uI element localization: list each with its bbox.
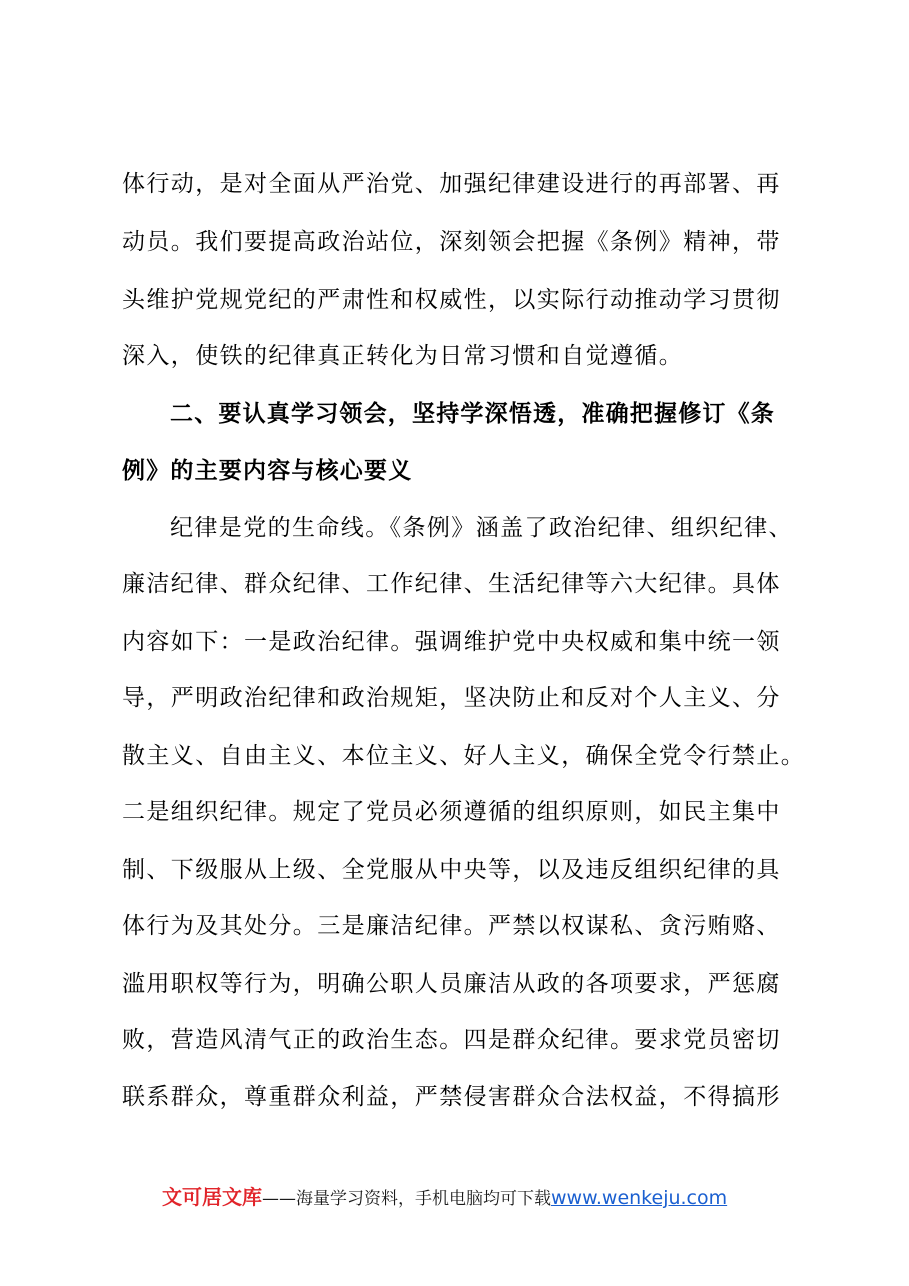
body-text-line: 体行动，是对全面从严治党、加强纪律建设进行的再部署、再 — [122, 171, 781, 197]
body-text-line: 散主义、自由主义、本位主义、好人主义，确保全党令行禁止。 — [122, 743, 806, 769]
footer-url-link[interactable]: www.wenkeju.com — [551, 1187, 728, 1209]
body-text-line: 导，严明政治纪律和政治规矩，坚决防止和反对个人主义、分 — [122, 685, 781, 711]
footer-banner — [162, 1184, 727, 1210]
body-text-line: 制、下级服从上级、全党服从中央等，以及违反组织纪律的具 — [122, 857, 781, 883]
body-text-line: 深入，使铁的纪律真正转化为日常习惯和自觉遵循。 — [122, 343, 684, 369]
body-text-line: 败，营造风清气正的政治生态。四是群众纪律。要求党员密切 — [122, 1027, 781, 1053]
footer-tagline: ——海量学习资料，手机电脑均可下载 — [262, 1189, 551, 1209]
body-text-line: 体行为及其处分。三是廉洁纪律。严禁以权谋私、贪污贿赂、 — [122, 913, 781, 939]
body-text-line: 二是组织纪律。规定了党员必须遵循的组织原则，如民主集中 — [122, 799, 781, 825]
body-text-line: 联系群众，尊重群众利益，严禁侵害群众合法权益，不得搞形 — [122, 1084, 781, 1110]
body-text-line: 内容如下：一是政治纪律。强调维护党中央权威和集中统一领 — [122, 629, 781, 655]
body-text-line: 滥用职权等行为，明确公职人员廉洁从政的各项要求，严惩腐 — [122, 971, 781, 997]
footer-brand: 文可居文库 — [162, 1185, 262, 1209]
body-text-line: 头维护党规党纪的严肃性和权威性，以实际行动推动学习贯彻 — [122, 287, 781, 313]
section-heading-line: 二、要认真学习领会，坚持学深悟透，准确把握修订《条 — [170, 401, 775, 427]
body-text-line: 动员。我们要提高政治站位，深刻领会把握《条例》精神，带 — [122, 229, 781, 255]
body-text-line: 廉洁纪律、群众纪律、工作纪律、生活纪律等六大纪律。具体 — [122, 571, 781, 597]
section-heading-line: 例》的主要内容与核心要义 — [122, 458, 413, 484]
body-text-line: 纪律是党的生命线。《条例》涵盖了政治纪律、组织纪律、 — [170, 515, 793, 541]
